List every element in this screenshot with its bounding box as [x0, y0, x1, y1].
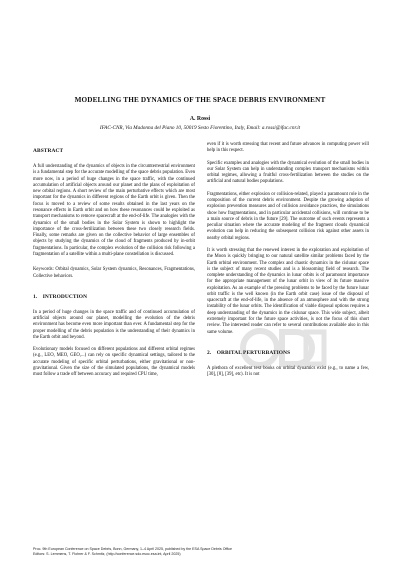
right-paragraph-5: A plethora of excellent text books on orbital dynamics exist (e.g., to name a few, [30], [8], [39], etc). It is not — [207, 365, 369, 378]
paper-author: A. Rossi — [189, 116, 211, 122]
proceedings-footer — [33, 547, 367, 557]
intro-paragraph-2: Evolutionary models focused on different populations and different orbital regimes (e.g., LEO, MEO, GEO,...) can rely on specific dynamical settings, tailored to the accurate modeling of specific orbital perturbations, either gravitational or non-gravitational. Given the size of the simulated populations, the dynamical models must follow a trade off between accuracy and required CPU time, — [33, 347, 195, 378]
watermark-logo-icon — [238, 318, 328, 378]
abstract-heading: ABSTRACT — [33, 148, 64, 154]
orbital-perturbations-heading: 2. ORBITAL PERTURBATIONS — [207, 349, 291, 356]
left-column — [33, 142, 195, 379]
footer-line-1: Proc. 9th European Conference on Space Debris, Bonn, Germany, 1–4 April 2025, published by the ESA Space Debris Office — [33, 547, 233, 551]
introduction-heading: 1. INTRODUCTION — [33, 293, 88, 300]
right-paragraph-1: even if it is worth stressing that recent and future advances in computing power will help in this respect. — [207, 142, 369, 154]
right-paragraph-2: Specific examples and analogies with the dynamical evolution of the small bodies in our Solar System can help in understanding complex transport mechanisms within orbital regimes, allowing a fruitful cross-fertilization between the studies on the artificial and natural bodies populations. — [207, 160, 369, 185]
footer-line-2: Editors: S. Lemmens, T. Flohrer & F. Schmitz, (http://conference.sdo.esoc.esa.int, April 2025) — [33, 552, 181, 556]
right-paragraph-3: Fragmentations, either explosion or collision-related, played a paramount role in the composition of the current debris environment. Despite the growing adoption of explosion prevention measures and of collision avoidance practices, the simulations show how fragmentations, and in particular accidental collisions, will continue to be a main source of debris in the future [29]. The outcome of such events represents a peculiar situation where the accurate modeling of the fragment clouds dynamical evolution can help in reducing the subsequent collision risk against other assets in nearby orbital regions. — [207, 191, 369, 241]
keywords: Keywords: Orbital dynamics, Solar System dynamics, Resonances, Fragmentations, Collective behaviors. — [33, 267, 195, 279]
paper-affiliation: IFAC-CNR, Via Madonna del Piano 10, 50019 Sesto Fiorentino, Italy, Email: a.rossi@ifac.cnr.it — [99, 125, 301, 131]
right-paragraph-4: It is worth stressing that the renewed interest in the exploration and exploitation of the Moon is quickly bringing to our natural satellite similar problems faced by the Earth orbital environment. The complex and chaotic dynamics in the cislunar space is the subject of many recent studies and is a blossoming field of research. The complete understanding of the dynamics in lunar orbits is of paramount importance for the appropriate management of the lunar orbit in view of its future massive exploitation. As an example of the pressing problems to be faced by the future lunar orbit traffic is the well known (in the Earth orbit case) issue of the disposal of spacecraft at the end-of-life, in the absence of an atmosphere and with the strong instability of the lunar orbits. The identification of viable disposal options requires a deep understanding of the dynamics in the cislunar space. This wide subject, albeit extremely important for the future space activities, is not the focus of this short review. The interested reader can refer to several contributions available also in this same volume. — [207, 247, 369, 335]
paper-title: MODELLING THE DYNAMICS OF THE SPACE DEBRIS ENVIRONMENT — [74, 96, 326, 104]
intro-paragraph-1: In a period of huge changes in the space traffic and of continued accumulation of artificial objects around our planet, modelling the evolution of the debris environment has become even more important than ever. A fundamental step for the proper modelling of the debris population is the understanding of their dynamics in the Earth orbit and beyond. — [33, 309, 195, 340]
abstract-text: A full understanding of the dynamics of objects in the circumterrestrial environment is a fundamental step for the accurate modelling of the space debris population. Even more now, in a period of huge changes in the space traffic, with the continued accumulation of artificial objects around our planet and the plans of exploitation of new orbital regions. A short review of the main perturbative effects which are most important for the dynamics in different regions of the Earth orbit is given. Then the focus is moved to a review of some results obtained in the last years on the resonance effects in Earth orbit and on how these resonances could be exploited as transport mechanisms to remove spacecraft at the end-of-life. The analogies with the dynamics of the small bodies in the Solar System is shown to highlight the importance of the cross-fertilization between these two closely research fields. Finally, some remarks are given on the collective behavior of large ensembles of objects by studying the dynamics of the cloud of fragments produced by in-orbit fragmentations. In particular, the complex evolution of the collision risk following a fragmentation of a satellite within a multi-plane constellation is discussed. — [33, 164, 195, 257]
